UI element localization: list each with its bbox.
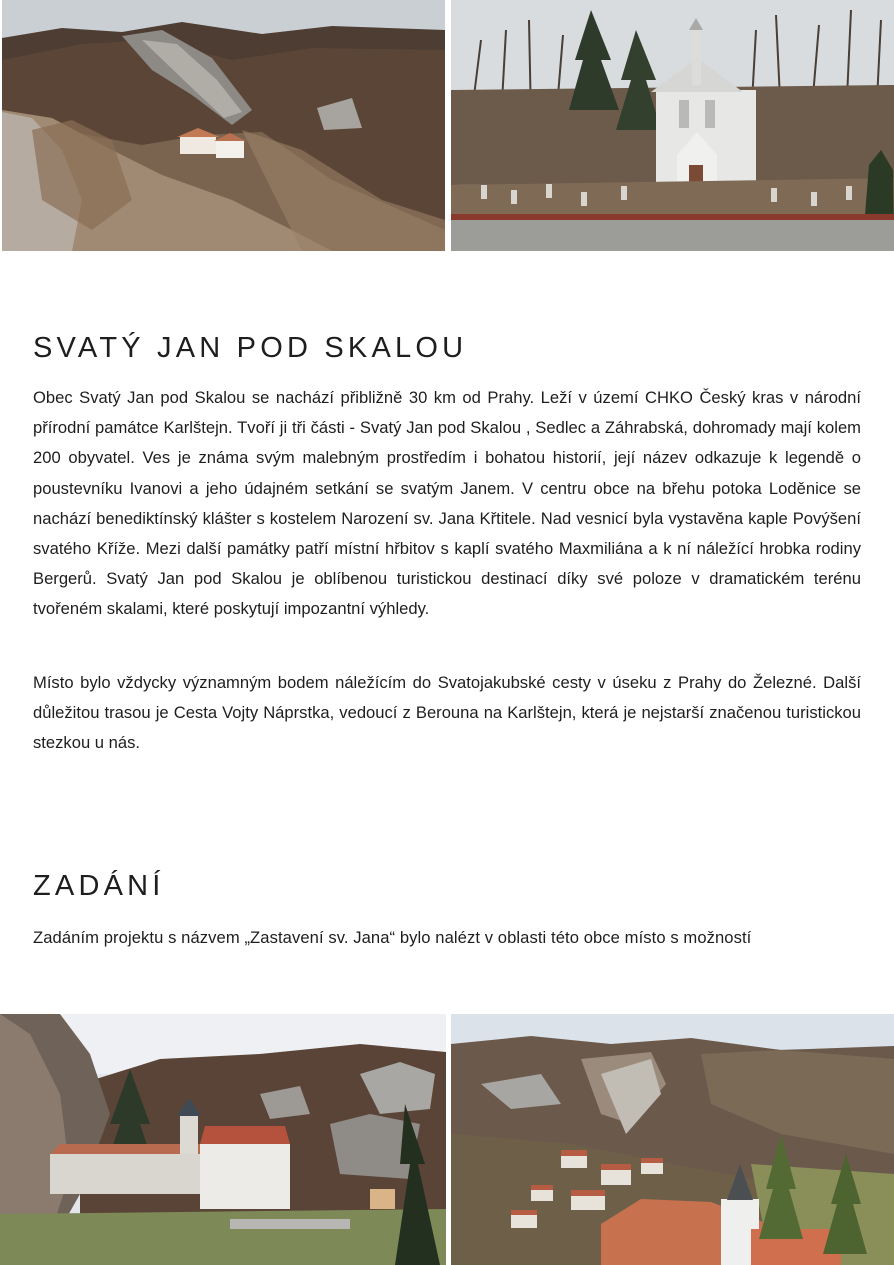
intro-paragraph: Obec Svatý Jan pod Skalou se nachází přibližně 30 km od Prahy. Leží v území CHKO Český kras v národní přírodní památce Karlštejn. Tvoří ji tři části - Svatý Jan pod Skalou , Sedlec a Záhrabská, dohromady mají kolem 200 obyvatel. Ves je známa svým malebným prostředím i bohatou historií, její název odkazuje k legendě o poustevníku Ivanovi a jeho údajném setkání se svatým Janem. V centru obce na břehu potoka Loděnice se nachází benediktínský klášter s kostelem Narození sv. Jana Křtitele. Nad vesnicí byla vystavěna kaple Povýšení svatého Kříže. Mezi další památky patří místní hřbitov s kaplí svatého Maxmiliána a k ní náležící hrobka rodiny Bergerů. Svatý Jan pod Skalou je oblíbenou turistickou destinací díky své poloze v dramatickém terénu tvořeném skalami, které poskytují impozantní výhledy. [33, 388, 861, 619]
valley-cliffs-photo [2, 0, 445, 251]
route-paragraph: Místo bylo vždycky významným bodem náležícím do Svatojakubské cesty v úseku z Prahy do Železné. Další důležitou trasou je Cesta Vojty Náprstka, vedoucí z Berouna na Karlštejn, která je nejstarší značenou turistickou stezkou u nás. [33, 673, 861, 753]
monastery-cliffs-photo [0, 1014, 446, 1265]
section-heading-svaty-jan: SVATÝ JAN POD SKALOU [33, 332, 468, 364]
assignment-paragraph: Zadáním projektu s názvem „Zastavení sv. Jana“ bylo nalézt v oblasti této obce místo s možností [33, 928, 752, 947]
section-heading-zadani: ZADÁNÍ [33, 870, 165, 902]
village-aerial-photo [451, 1014, 894, 1265]
chapel-cemetery-photo [451, 0, 894, 251]
